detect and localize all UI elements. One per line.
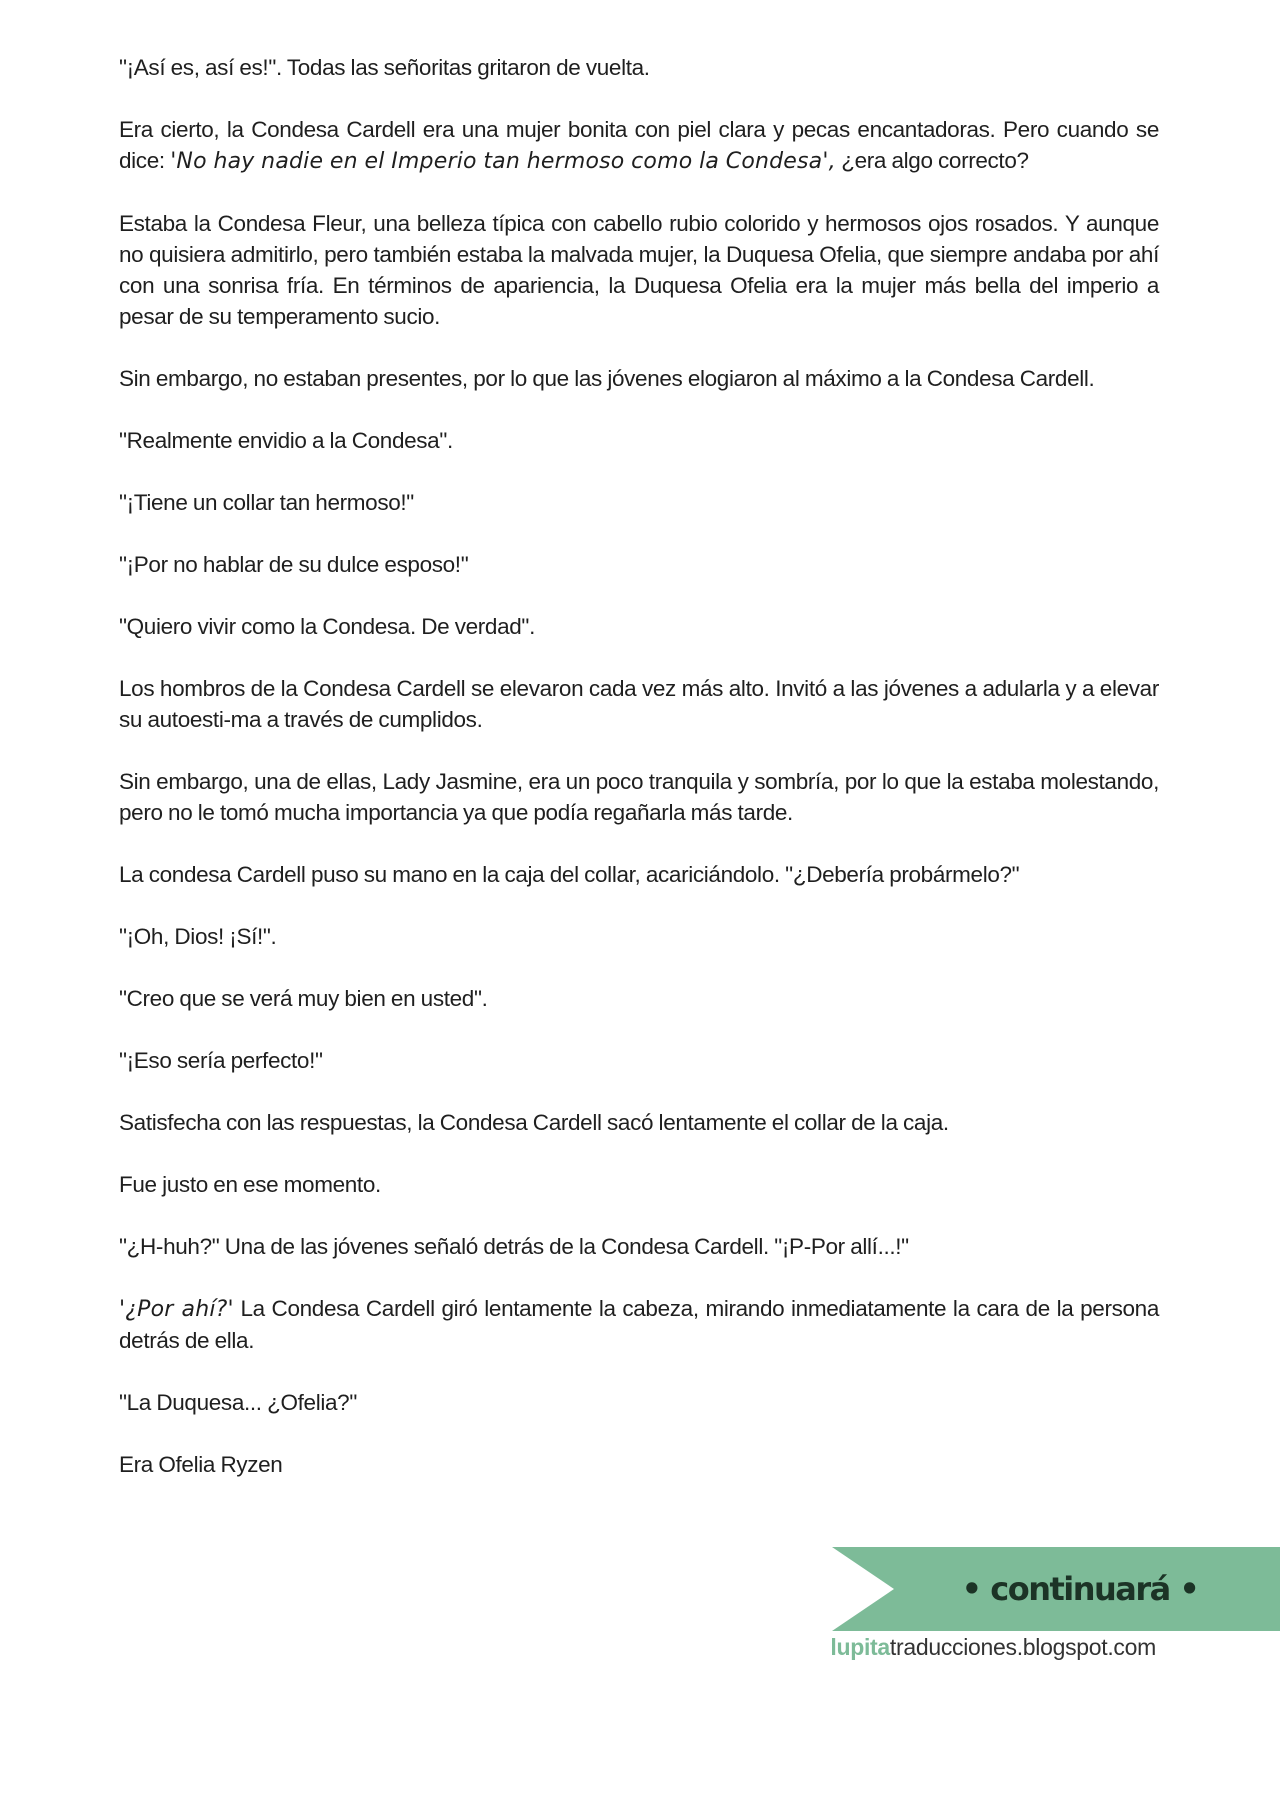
paragraph: "¡Por no hablar de su dulce esposo!" [119,552,469,577]
paragraph-text: Era cierto, la Condesa Cardell era una mujer bonita con piel clara y pecas encantadoras. Pero cuando se dice: [119,117,1159,173]
site-domain: traducciones.blogspot.com [889,1634,1156,1660]
continuara-banner [832,1547,1280,1631]
continuara-label: • continuará • [961,1570,1199,1608]
paragraph: La condesa Cardell puso su mano en la caja del collar, acariciándolo. "¿Debería probármelo?" [119,862,1020,887]
paragraph-italic-text: 'No hay nadie en el Imperio tan hermoso como la Condesa', [170,149,836,174]
paragraph [119,114,1159,177]
chapter-text [119,52,1159,1480]
paragraph: Fue justo en ese momento. [119,1172,381,1197]
site-brand: lupita [830,1634,890,1660]
paragraph-italic-text: '¿Por ahí?' [119,1297,234,1322]
paragraph: "La Duquesa... ¿Ofelia?" [119,1390,357,1415]
paragraph: "Quiero vivir como la Condesa. De verdad". [119,614,535,639]
paragraph: "¡Eso sería perfecto!" [119,1048,323,1073]
paragraph-text: La Condesa Cardell giró lentamente la cabeza, mirando inmediatamente la cara de la persona detrás de ella. [119,1296,1159,1353]
paragraph: "¡Oh, Dios! ¡Sí!". [119,924,277,949]
paragraph-text: ¿era algo correcto? [835,148,1029,173]
paragraph: Sin embargo, no estaban presentes, por lo que las jóvenes elogiaron al máximo a la Condesa Cardell. [119,366,1095,391]
paragraph: "¿H-huh?" Una de las jóvenes señaló detrás de la Condesa Cardell. "¡P-Por allí...!" [119,1234,909,1259]
paragraph: Era Ofelia Ryzen [119,1452,283,1477]
paragraph: Estaba la Condesa Fleur, una belleza típica con cabello rubio colorido y hermosos ojos rosados. Y aunque no quisiera admitirlo, pero también estaba la malvada mujer, la Duquesa Ofelia, que siempre andaba por ahí con una sonrisa fría. En términos de apariencia, la Duquesa Ofelia era la mujer más bella del imperio a pesar de su temperamento sucio. [119,211,1159,329]
paragraph: Los hombros de la Condesa Cardell se elevaron cada vez más alto. Invitó a las jóvenes a adularla y a elevar su autoesti-ma a través de cumplidos. [119,676,1159,732]
paragraph: Sin embargo, una de ellas, Lady Jasmine, era un poco tranquila y sombría, por lo que la estaba molestando, pero no le tomó mucha importancia ya que podía regañarla más tarde. [119,769,1159,825]
paragraph: "Creo que se verá muy bien en usted". [119,986,488,1011]
paragraph: "¡Tiene un collar tan hermoso!" [119,490,414,515]
paragraph: "Realmente envidio a la Condesa". [119,428,453,453]
paragraph [119,1293,1159,1356]
site-url [830,1634,1156,1661]
paragraph: Satisfecha con las respuestas, la Condesa Cardell sacó lentamente el collar de la caja. [119,1110,949,1135]
paragraph: "¡Así es, así es!". Todas las señoritas gritaron de vuelta. [119,55,650,80]
